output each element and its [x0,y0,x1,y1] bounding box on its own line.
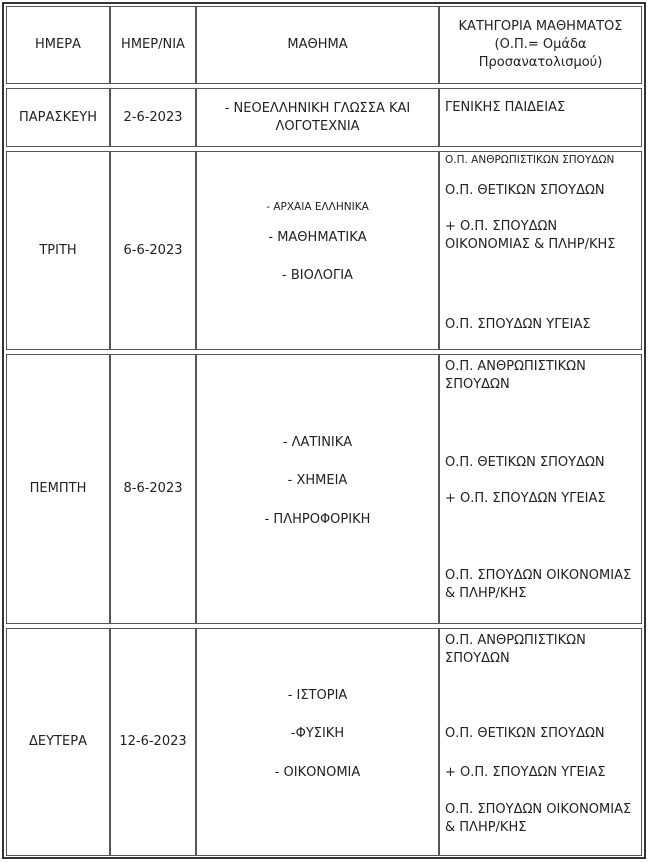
category-item: Ο.Π. ΣΠΟΥΔΩΝ ΥΓΕΙΑΣ [445,317,591,332]
header-subject [196,6,439,84]
category-item: Ο.Π. ΣΠΟΥΔΩΝ ΟΙΚΟΝΟΜΙΑΣ & ΠΛΗΡ/ΚΗΣ [445,568,632,601]
row-3-date [110,354,196,624]
header-subject-label: ΜΑΘΗΜΑ [287,37,348,52]
row-4-day-label: ΔΕΥΤΕΡΑ [29,734,87,749]
row-1-day [6,88,110,147]
category-item: + Ο.Π. ΣΠΟΥΔΩΝ ΥΓΕΙΑΣ [445,765,606,780]
subject-item: - ΝΕΟΕΛΛΗΝΙΚΗ ΓΛΩΣΣΑ ΚΑΙ ΛΟΓΟΤΕΧΝΙΑ [224,100,411,134]
row-3-date-label: 8-6-2023 [123,481,183,496]
header-day-label: ΗΜΕΡΑ [35,37,81,52]
row-2-subject [196,151,439,350]
header-category [439,6,642,84]
category-item: + Ο.Π. ΣΠΟΥΔΩΝ ΟΙΚΟΝΟΜΙΑΣ & ΠΛΗΡ/ΚΗΣ [445,219,616,252]
subject-item: -ΦΥΣΙΚΗ [290,726,345,741]
subject-item: - ΠΛΗΡΟΦΟΡΙΚΗ [264,512,371,527]
category-item: Ο.Π. ΑΝΘΡΩΠΙΣΤΙΚΩΝ ΣΠΟΥΔΩΝ [445,359,586,392]
category-item: Ο.Π. ΘΕΤΙΚΩΝ ΣΠΟΥΔΩΝ [445,183,605,198]
row-2-date-label: 6-6-2023 [123,242,183,258]
row-4-date-label: 12-6-2023 [119,734,187,749]
subject-item: - ΟΙΚΟΝΟΜΙΑ [274,765,361,780]
row-1-day-label: ΠΑΡΑΣΚΕΥΗ [18,109,98,125]
row-3-day [6,354,110,624]
category-item: + Ο.Π. ΣΠΟΥΔΩΝ ΥΓΕΙΑΣ [445,491,606,506]
category-item: Ο.Π. ΘΕΤΙΚΩΝ ΣΠΟΥΔΩΝ [445,455,605,470]
category-item: ΓΕΝΙΚΗΣ ΠΑΙΔΕΙΑΣ [445,100,566,115]
subject-item: - ΜΑΘΗΜΑΤΙΚΑ [268,230,367,245]
row-2-day-label: ΤΡΙΤΗ [39,242,77,258]
category-item: Ο.Π. ΑΝΘΡΩΠΙΣΤΙΚΩΝ ΣΠΟΥΔΩΝ [445,633,586,666]
row-4-day [6,628,110,856]
row-1-date-label: 2-6-2023 [123,109,183,125]
header-date [110,6,196,84]
header-date-label: ΗΜΕΡ/ΝΙΑ [121,37,185,52]
row-1-subject [196,88,439,147]
category-item: Ο.Π. ΑΝΘΡΩΠΙΣΤΙΚΩΝ ΣΠΟΥΔΩΝ [445,154,615,166]
header-day [6,6,110,84]
row-1-date [110,88,196,147]
category-item: Ο.Π. ΘΕΤΙΚΩΝ ΣΠΟΥΔΩΝ [445,726,605,741]
subject-item: - ΛΑΤΙΝΙΚΑ [282,435,353,450]
row-3-subject [196,354,439,624]
row-3-category [439,354,642,624]
row-2-date [110,151,196,350]
subject-item: - ΑΡΧΑΙΑ ΕΛΛΗΝΙΚΑ [266,201,369,213]
row-2-category [439,151,642,350]
subject-item: - ΧΗΜΕΙΑ [287,473,348,488]
row-4-date [110,628,196,856]
row-4-category [439,628,642,856]
row-4-subject [196,628,439,856]
subject-item: - ΙΣΤΟΡΙΑ [287,688,348,703]
subject-item: - ΒΙΟΛΟΓΙΑ [282,268,353,283]
row-2-day [6,151,110,350]
category-item: Ο.Π. ΣΠΟΥΔΩΝ ΟΙΚΟΝΟΜΙΑΣ & ΠΛΗΡ/ΚΗΣ [445,802,632,835]
row-3-day-label: ΠΕΜΠΤΗ [29,481,87,496]
header-category-label: ΚΑΤΗΓΟΡΙΑ ΜΑΘΗΜΑΤΟΣ (Ο.Π.= Ομάδα Προσανατολισμού) [458,19,623,70]
row-1-category [439,88,642,147]
